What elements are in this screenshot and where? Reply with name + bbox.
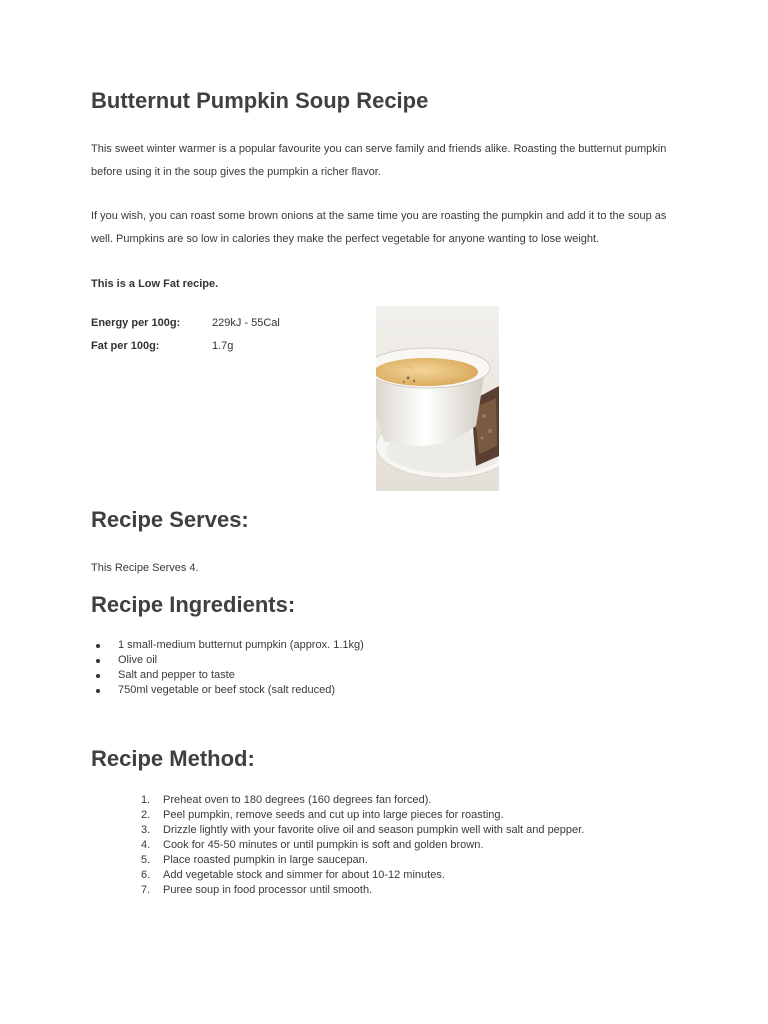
step-text: Place roasted pumpkin in large saucepan.	[163, 854, 368, 866]
list-item: Olive oil	[91, 653, 364, 668]
step-number: 4.	[141, 839, 151, 851]
step-text: Add vegetable stock and simmer for about 10-12 minutes.	[163, 869, 445, 881]
soup-bowl-illustration	[376, 306, 499, 491]
step-text: Preheat oven to 180 degrees (160 degrees fan forced).	[163, 794, 432, 806]
list-item	[91, 823, 584, 838]
list-item	[91, 883, 584, 898]
soup-photo	[376, 306, 499, 491]
page-title: Butternut Pumpkin Soup Recipe	[91, 88, 429, 113]
ingredients-heading: Recipe Ingredients:	[91, 592, 296, 617]
method-heading: Recipe Method:	[91, 746, 255, 771]
serves-text: This Recipe Serves 4.	[91, 562, 199, 574]
list-item: 1 small-medium butternut pumpkin (approx. 1.1kg)	[91, 638, 364, 653]
list-item: Salt and pepper to taste	[91, 668, 364, 683]
step-number: 7.	[141, 884, 151, 896]
intro-paragraph-1: This sweet winter warmer is a popular favourite you can serve family and friends alike. Roasting the butternut pumpkin before using it in the soup gives the pumpkin a richer flavor.	[91, 143, 667, 178]
step-text: Cook for 45-50 minutes or until pumpkin is soft and golden brown.	[163, 839, 484, 851]
step-text: Peel pumpkin, remove seeds and cut up into large pieces for roasting.	[163, 809, 504, 821]
step-number: 6.	[141, 869, 151, 881]
step-number: 3.	[141, 824, 151, 836]
intro-paragraph-2: If you wish, you can roast some brown onions at the same time you are roasting the pumpkin and add it to the soup as well. Pumpkins are so low in calories they make the perfect vegetable for anyone wanting to lose weight.	[91, 210, 667, 245]
nutrition-value: 229kJ - 55Cal	[212, 317, 280, 329]
method-list	[91, 793, 584, 898]
step-text: Drizzle lightly with your favorite olive oil and season pumpkin well with salt and pepper.	[163, 824, 585, 836]
list-item	[91, 853, 584, 868]
step-number: 2.	[141, 809, 151, 821]
list-item	[91, 838, 584, 853]
nutrition-value: 1.7g	[212, 340, 234, 352]
nutrition-label: Fat per 100g:	[91, 340, 160, 352]
nutrition-label: Energy per 100g:	[91, 317, 181, 329]
list-item	[91, 793, 584, 808]
low-fat-note: This is a Low Fat recipe.	[91, 278, 219, 290]
step-number: 1.	[141, 794, 151, 806]
ingredients-list	[91, 638, 364, 698]
list-item	[91, 808, 584, 823]
step-number: 5.	[141, 854, 151, 866]
serves-heading: Recipe Serves:	[91, 507, 249, 532]
list-item	[91, 868, 584, 883]
list-item: 750ml vegetable or beef stock (salt reduced)	[91, 683, 364, 698]
step-text: Puree soup in food processor until smooth.	[163, 884, 373, 896]
